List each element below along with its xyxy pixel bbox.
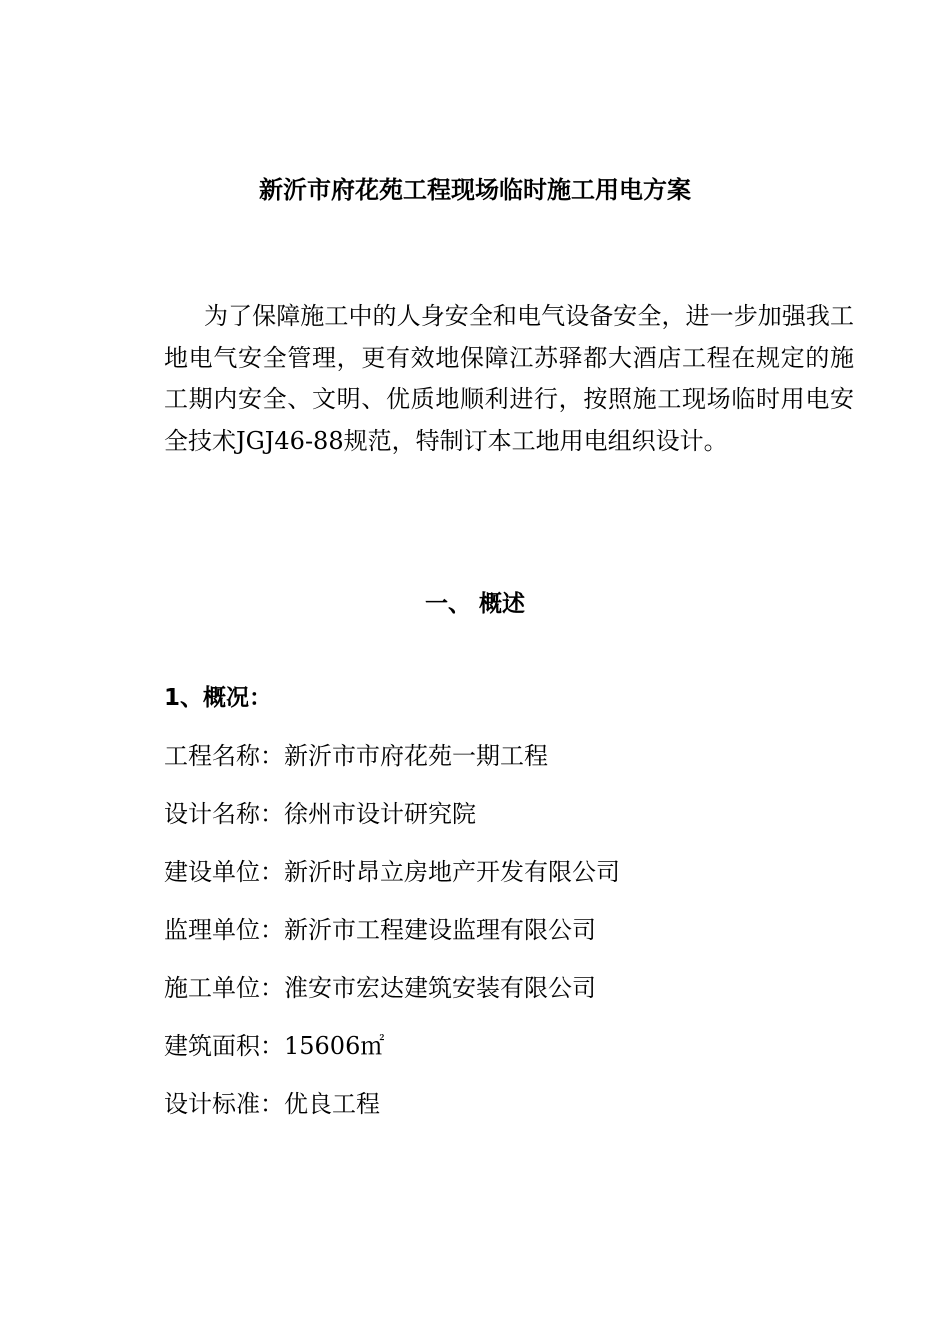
info-value: 15606㎡ bbox=[284, 1032, 385, 1060]
intro-paragraph: 为了保障施工中的人身安全和电气设备安全，进一步加强我工地电气安全管理，更有效地保障江苏驿都大酒店工程在规定的施工期内安全、文明、优质地顺利进行，按照施工现场临时用电安全技术JGJ46-88规范，特制订本工地用电组织设计。 bbox=[164, 302, 854, 455]
info-row-contractor bbox=[164, 970, 620, 1028]
info-row-design-name bbox=[164, 796, 620, 854]
info-row-floor-area bbox=[164, 1028, 620, 1086]
info-label: 设计名称： bbox=[164, 800, 284, 828]
sub-heading-general: 1、概况： bbox=[164, 685, 273, 711]
info-value: 徐州市设计研究院 bbox=[284, 800, 476, 828]
project-info-list bbox=[164, 738, 620, 1144]
document-title: 新沂市府花苑工程现场临时施工用电方案 bbox=[259, 176, 691, 204]
section-heading-overview: 一、 概述 bbox=[424, 591, 525, 617]
info-row-design-standard bbox=[164, 1086, 620, 1144]
info-label: 建设单位： bbox=[164, 858, 284, 886]
info-value: 淮安市宏达建筑安装有限公司 bbox=[284, 974, 596, 1002]
info-label: 施工单位： bbox=[164, 974, 284, 1002]
info-value: 优良工程 bbox=[284, 1090, 380, 1118]
info-value: 新沂市工程建设监理有限公司 bbox=[284, 916, 596, 944]
info-value: 新沂市市府花苑一期工程 bbox=[284, 742, 548, 770]
info-row-project-name bbox=[164, 738, 620, 796]
info-row-supervisor bbox=[164, 912, 620, 970]
info-label: 监理单位： bbox=[164, 916, 284, 944]
info-label: 工程名称： bbox=[164, 742, 284, 770]
info-label: 建筑面积： bbox=[164, 1032, 284, 1060]
info-value: 新沂时昂立房地产开发有限公司 bbox=[284, 858, 620, 886]
info-label: 设计标准： bbox=[164, 1090, 284, 1118]
info-row-owner bbox=[164, 854, 620, 912]
